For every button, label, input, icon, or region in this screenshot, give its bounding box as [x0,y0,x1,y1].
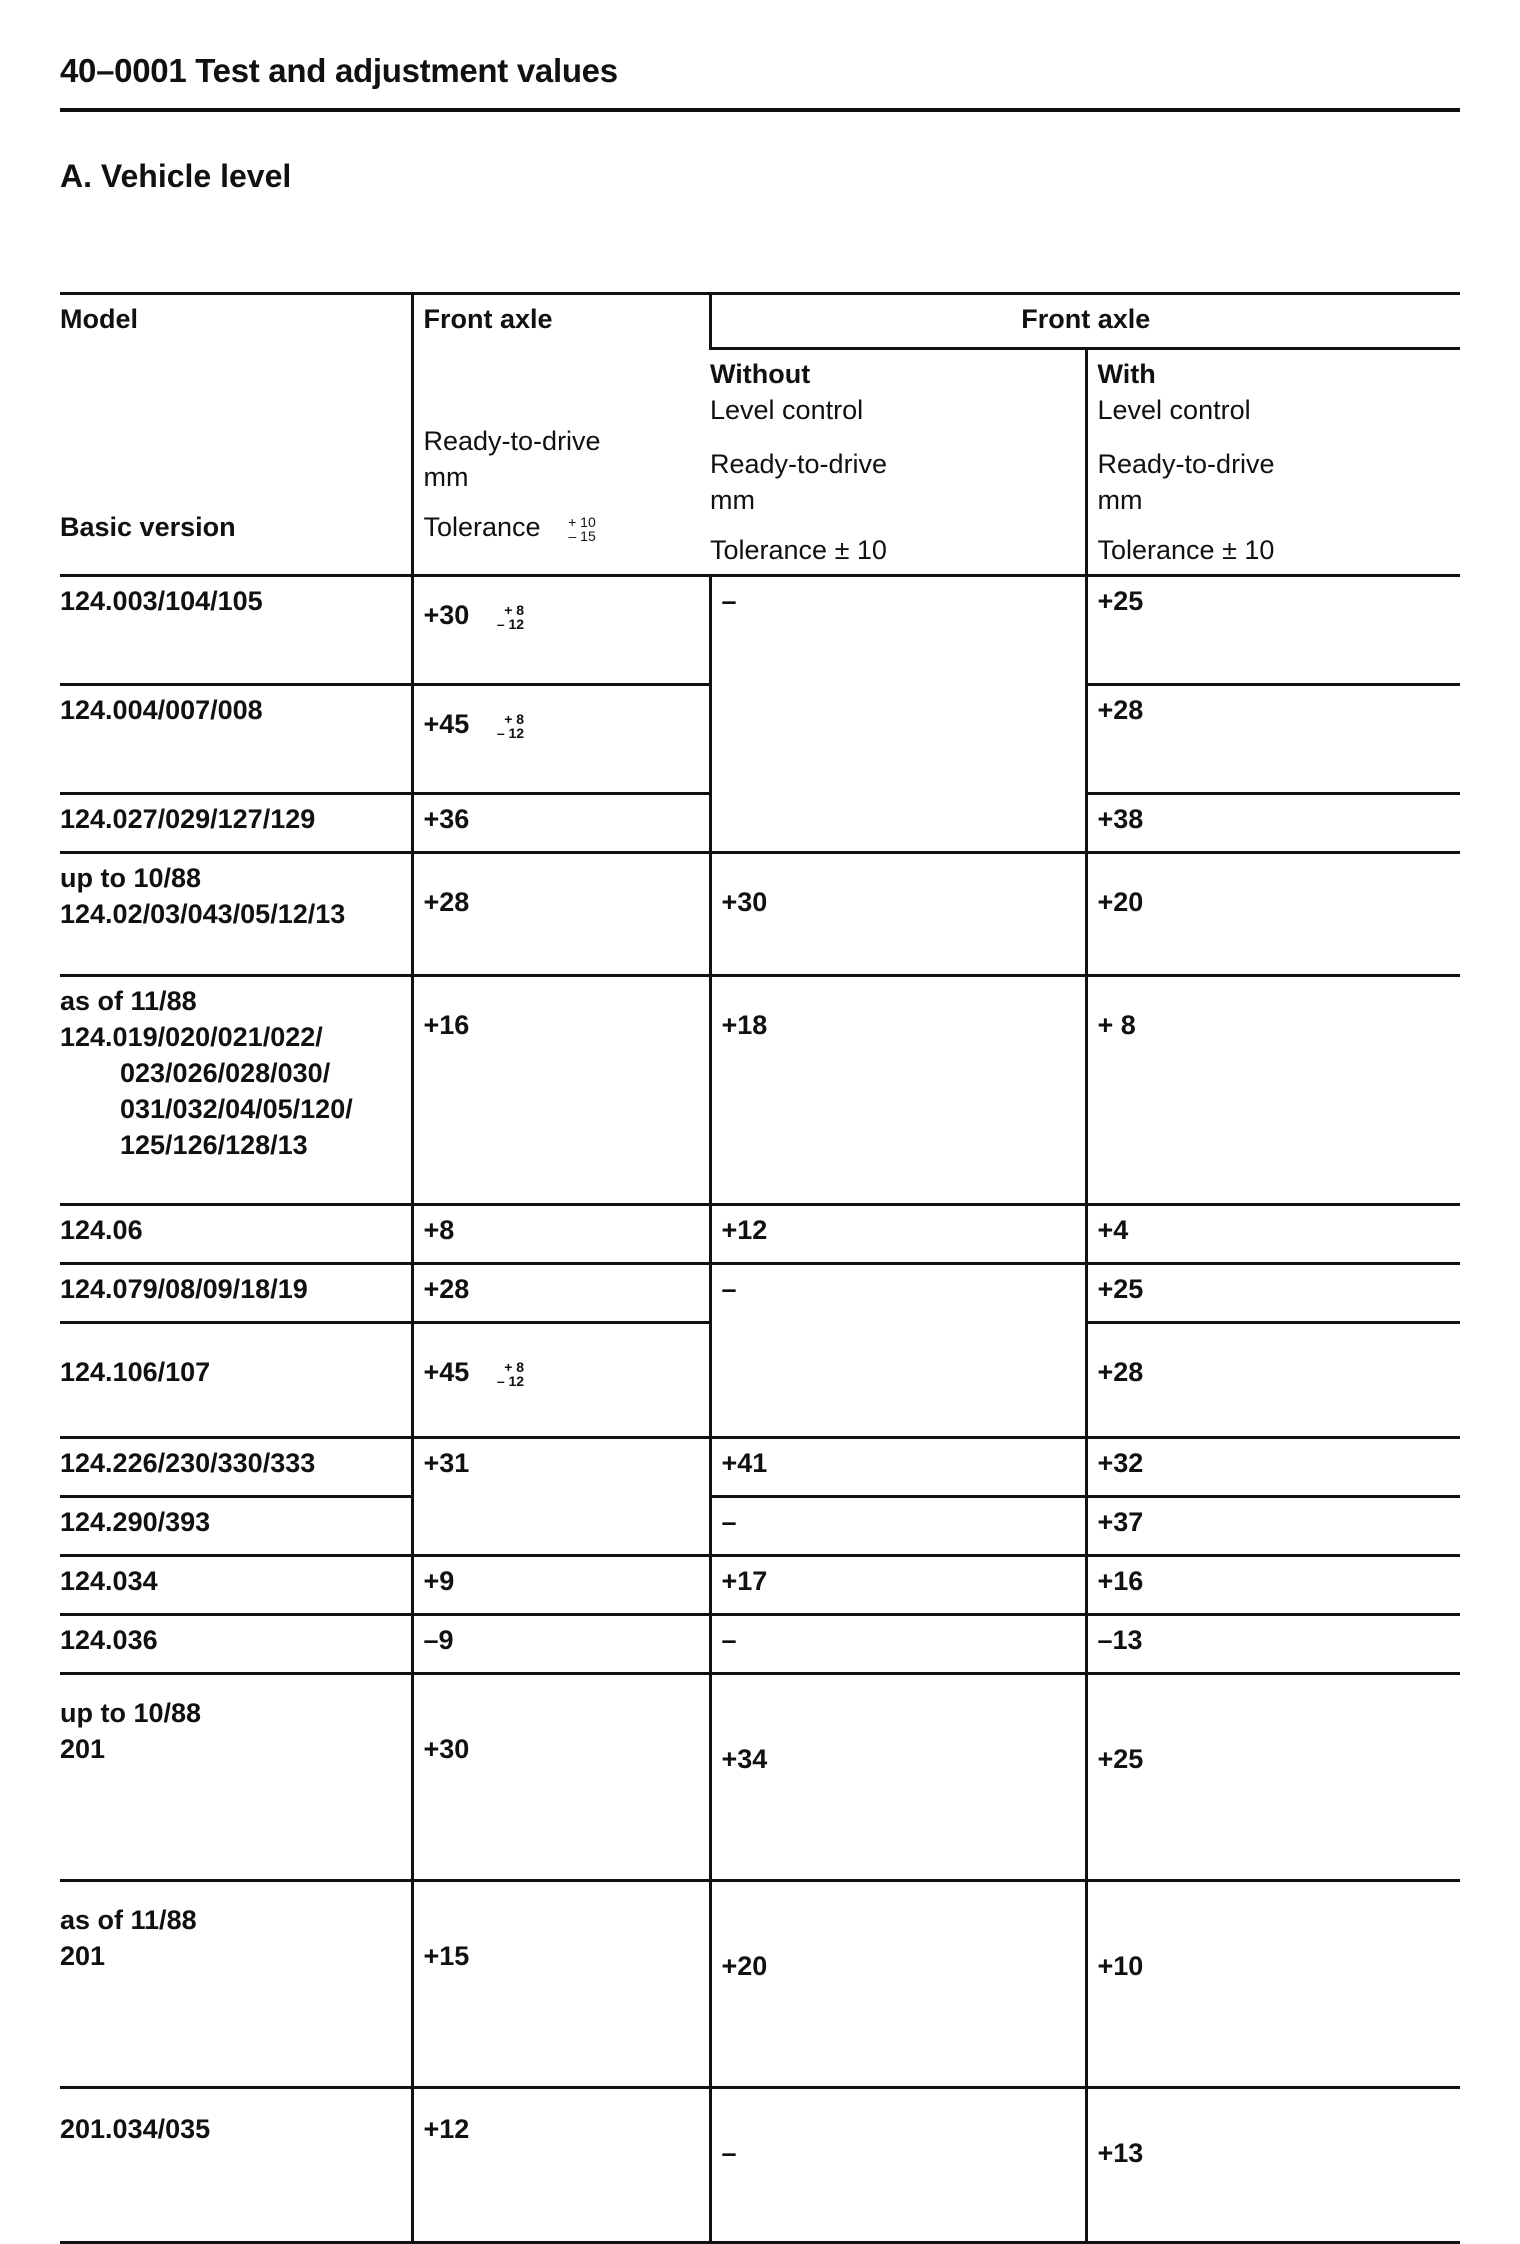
table-row [60,576,1460,685]
model-cell: 124.027/029/127/129 [60,794,412,853]
front-axle-cell: +16 [412,976,710,1205]
tolerance-range: + 10 – 15 [568,513,596,544]
model-cell: up to 10/88 201 [60,1674,412,1881]
without-level-cell: – [710,1615,1086,1674]
model-cell: 124.003/104/105 [60,576,412,685]
table-row [60,1615,1460,1674]
date-note: as of 11/88 [60,986,197,1016]
without-level-cell: – [710,1497,1086,1556]
header-row-1 [60,294,1460,349]
front-axle-cell: +28 [412,853,710,976]
with-level-cell: +32 [1086,1438,1460,1497]
with-level-cell: +16 [1086,1556,1460,1615]
title-rule [60,108,1460,112]
with-level-cell: +10 [1086,1881,1460,2088]
table-row [60,1438,1460,1497]
model-cell: 124.106/107 [60,1323,412,1438]
date-note: up to 10/88 [60,863,202,893]
model-cell: as of 11/88 124.019/020/021/022/ 023/026/028/030/ 031/032/04/05/120/ 125/126/128/13 [60,976,412,1205]
table-row [60,1556,1460,1615]
model-header: Model Basic version [60,294,412,576]
table-row [60,1205,1460,1264]
without-level-cell: +41 [710,1438,1086,1497]
model-cell: up to 10/88 124.02/03/043/05/12/13 [60,853,412,976]
front-axle-cell: –9 [412,1615,710,1674]
unit-label: mm [423,462,469,492]
page-title: 40–0001 Test and adjustment values [60,52,618,89]
front-axle-cell: +28 [412,1264,710,1323]
without-level-cell: – [710,2088,1086,2243]
basic-version-label: Basic version [60,512,236,542]
front-axle-header: Front axle Ready-to-drive mm Tolerance + 10 – 15 [412,294,710,576]
with-level-cell: +38 [1086,794,1460,853]
model-cell: 124.004/007/008 [60,685,412,794]
section-title: A. Vehicle level [60,158,292,194]
with-level-cell: +20 [1086,853,1460,976]
table-row [60,1881,1460,2088]
without-level-cell: – [710,576,1086,853]
with-level-cell: +25 [1086,1674,1460,1881]
without-level-cell: +18 [710,976,1086,1205]
without-level-cell: +34 [710,1674,1086,1881]
table-row [60,976,1460,1205]
model-cell: 124.036 [60,1615,412,1674]
with-level-cell: –13 [1086,1615,1460,1674]
model-cell: 124.06 [60,1205,412,1264]
without-level-cell: +17 [710,1556,1086,1615]
without-level-control-header: Without Level control Ready-to-drive mm Tolerance ± 10 [710,349,1086,576]
date-note: as of 11/88 [60,1905,197,1935]
model-cell: 124.034 [60,1556,412,1615]
with-level-cell: +37 [1086,1497,1460,1556]
table-row [60,1264,1460,1323]
with-level-cell: +13 [1086,2088,1460,2243]
ready-to-drive-label: Ready-to-drive [423,426,601,456]
model-cell: 201.034/035 [60,2088,412,2243]
with-level-cell: +28 [1086,685,1460,794]
front-axle-cell: +30 + 8 – 12 [412,576,710,685]
vehicle-level-table [60,292,1460,2244]
front-axle-cell: +15 [412,1881,710,2088]
front-axle-cell: +30 [412,1674,710,1881]
with-level-cell: +4 [1086,1205,1460,1264]
with-level-cell: + 8 [1086,976,1460,1205]
with-level-cell: +25 [1086,1264,1460,1323]
table-row [60,1674,1460,1881]
front-axle-group-header: Front axle [710,294,1460,349]
model-cell: 124.079/08/09/18/19 [60,1264,412,1323]
with-level-control-header: With Level control Ready-to-drive mm Tolerance ± 10 [1086,349,1460,576]
front-axle-cell: +12 [412,2088,710,2243]
model-cell: as of 11/88 201 [60,1881,412,2088]
front-axle-cell: +45 + 8 – 12 [412,685,710,794]
front-axle-cell: +9 [412,1556,710,1615]
with-level-cell: +25 [1086,576,1460,685]
without-level-cell: – [710,1264,1086,1438]
with-level-cell: +28 [1086,1323,1460,1438]
without-level-cell: +20 [710,1881,1086,2088]
table-row [60,853,1460,976]
date-note: up to 10/88 [60,1698,202,1728]
front-axle-cell: +8 [412,1205,710,1264]
front-axle-cell: +45 + 8 – 12 [412,1323,710,1438]
without-level-cell: +30 [710,853,1086,976]
without-level-cell: +12 [710,1205,1086,1264]
tolerance-label: Tolerance [423,512,541,542]
front-axle-cell: +31 [412,1438,710,1556]
model-cell: 124.290/393 [60,1497,412,1556]
front-axle-cell: +36 [412,794,710,853]
table-row [60,2088,1460,2243]
model-cell: 124.226/230/330/333 [60,1438,412,1497]
table-row [60,1497,1460,1556]
